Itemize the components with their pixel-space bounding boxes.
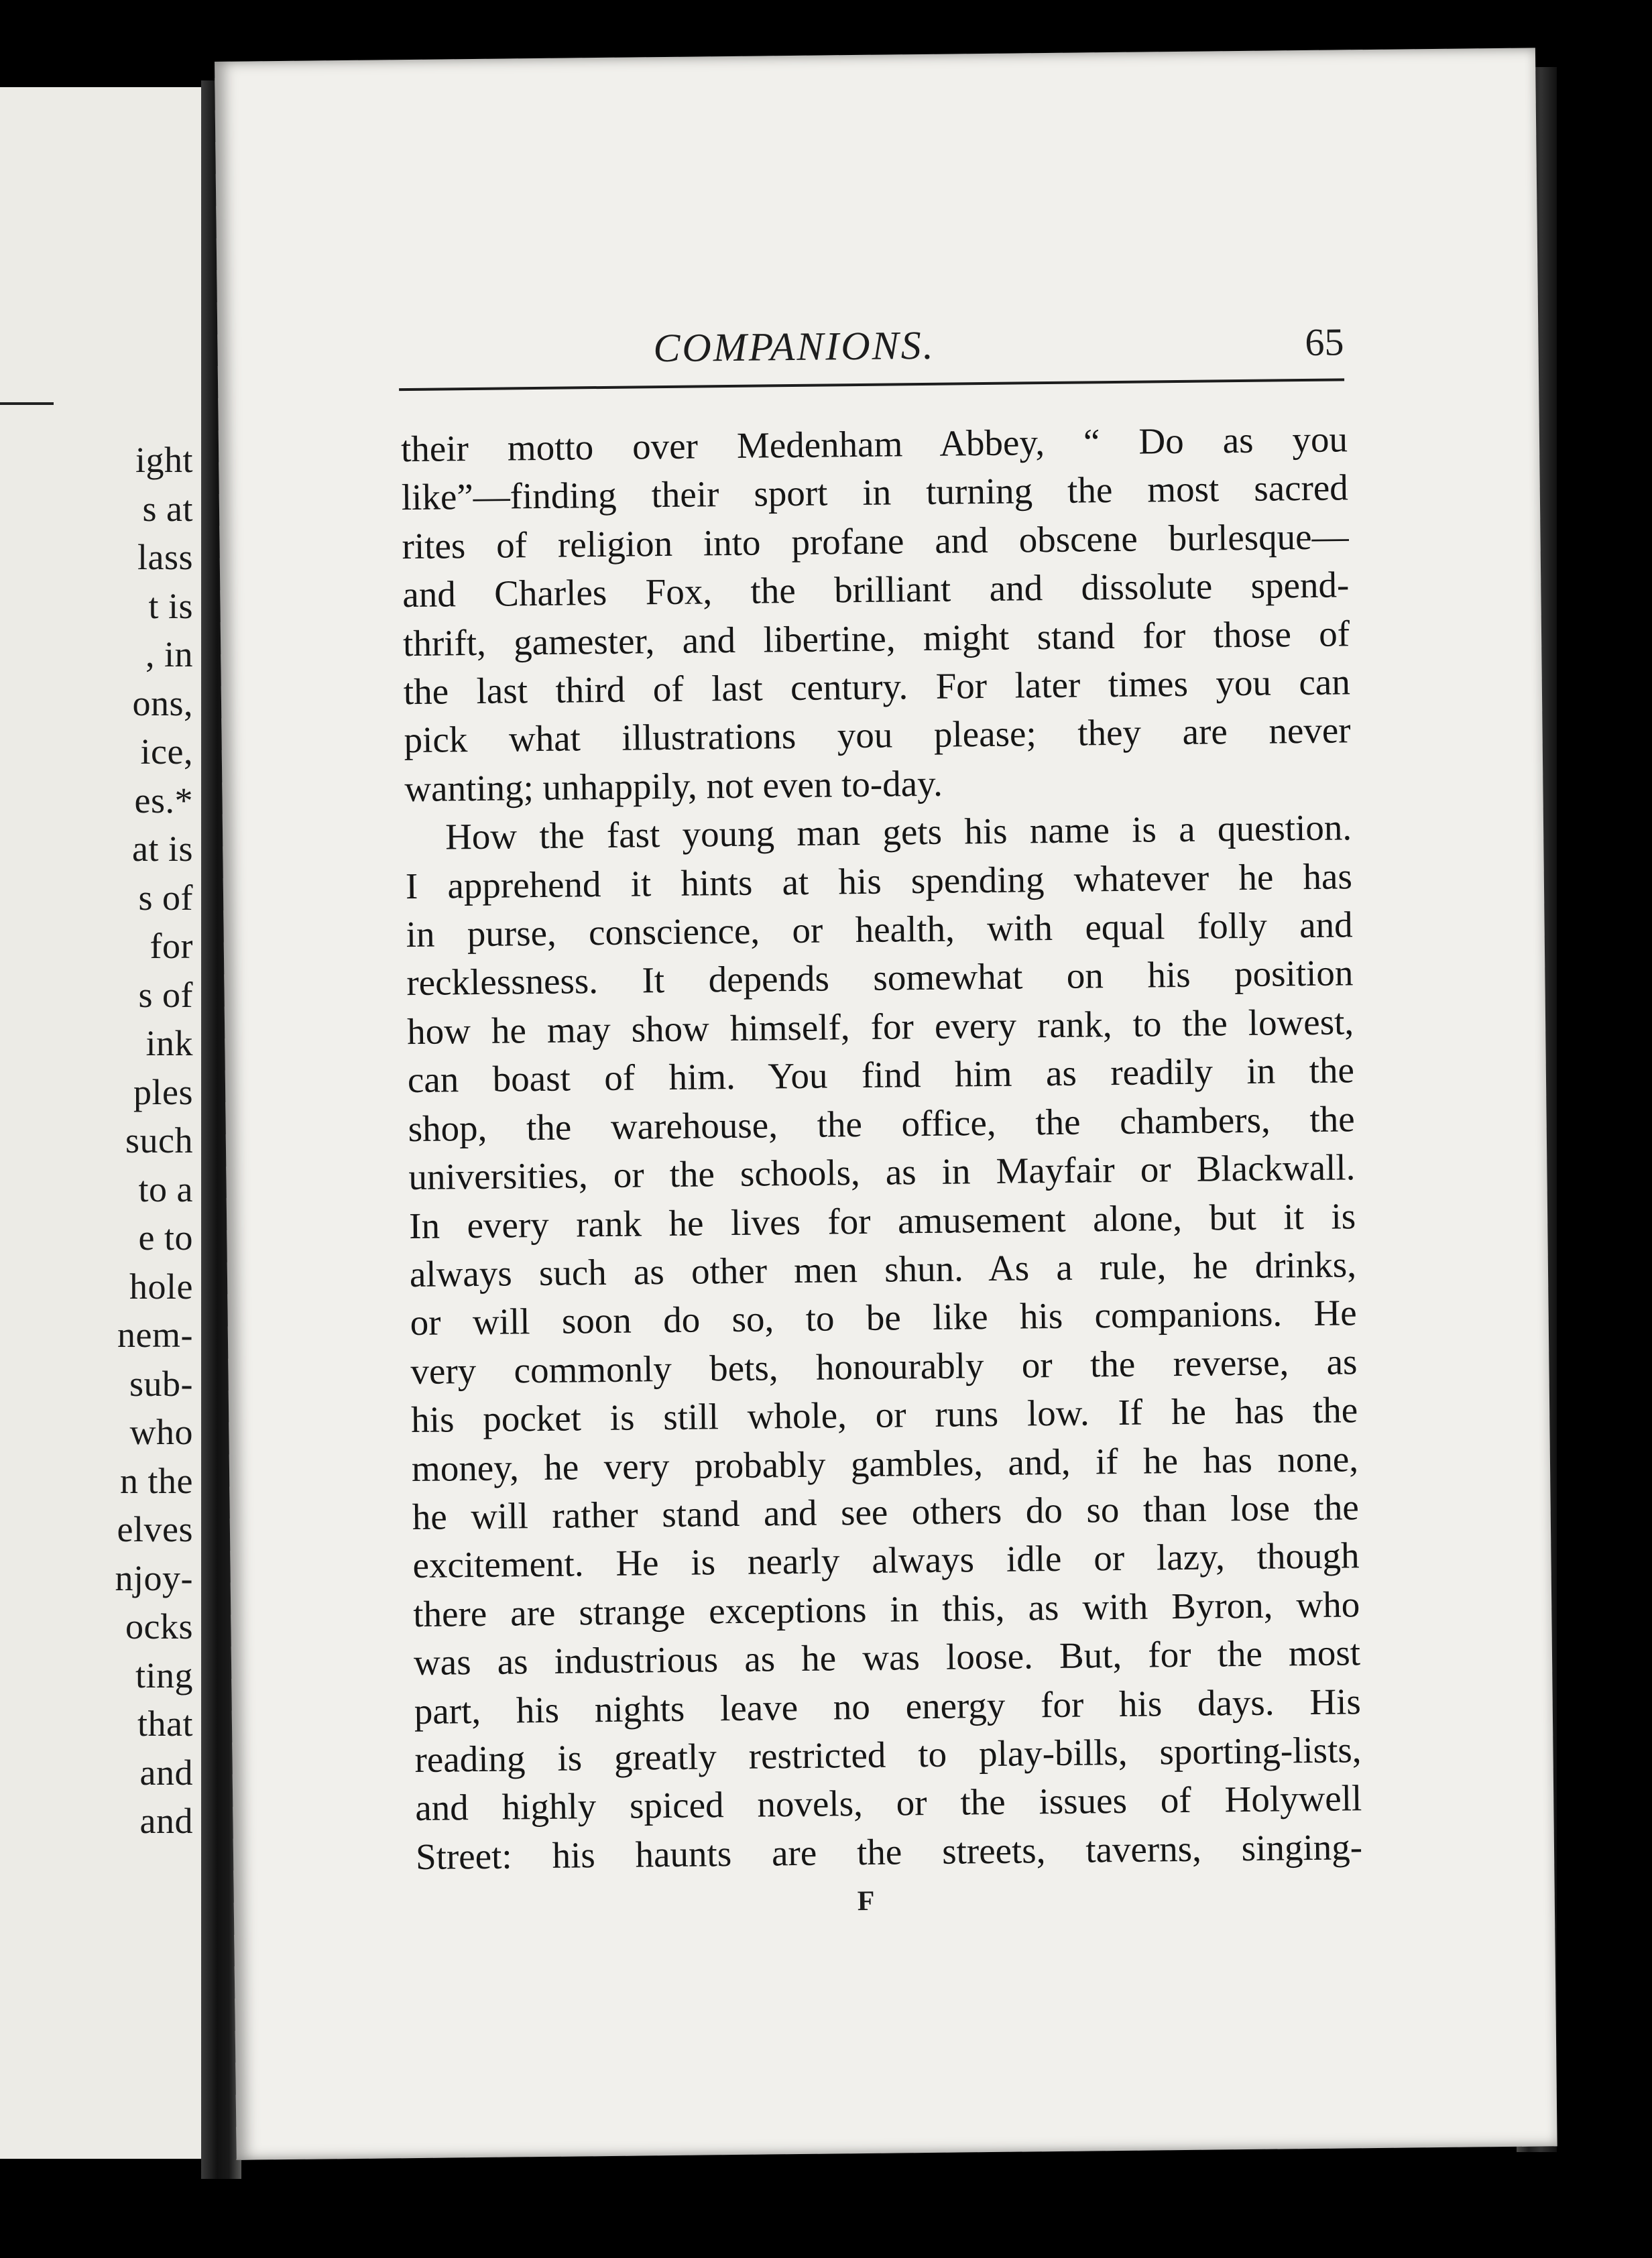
facing-page-line: s of <box>138 877 193 918</box>
facing-page-line: lass <box>137 537 193 577</box>
text-line: and highly spiced novels, or the issues of Holywell <box>414 1777 1362 1829</box>
facing-page-line: ons, <box>132 682 193 723</box>
facing-page-line: s at <box>142 488 193 529</box>
body-text <box>401 415 1363 1881</box>
text-line: How the fast young man gets his name is a question. <box>445 807 1352 857</box>
facing-page-line: and <box>139 1752 193 1793</box>
text-line: he will rather stand and see others do so than lose the <box>412 1486 1359 1537</box>
text-line: always such as other men shun. As a rule, he drinks, <box>409 1244 1357 1295</box>
facing-page-line: ight <box>135 440 193 480</box>
facing-page-line: t is <box>148 585 193 626</box>
text-line: pick what illustrations you please; they are never <box>404 709 1351 761</box>
text-line: universities, or the schools, as in Mayfair or Blackwall. <box>408 1146 1356 1198</box>
header-rule <box>399 378 1344 391</box>
page-number: 65 <box>1305 320 1344 364</box>
facing-page-line: , in <box>145 634 193 674</box>
facing-page-line: es.* <box>134 780 193 821</box>
paragraph <box>405 804 1363 1882</box>
text-line: recklessness. It depends somewhat on his position <box>406 952 1354 1004</box>
text-line: was as industrious as he was loose. But, for the most <box>413 1632 1361 1683</box>
facing-page-line: and <box>139 1801 193 1841</box>
text-line: there are strange exceptions in this, as with Byron, who <box>412 1583 1360 1635</box>
running-title: COMPANIONS. <box>653 322 935 371</box>
text-line: In every rank he lives for amusement alone, but it is <box>408 1195 1356 1246</box>
text-line: very commonly bets, honourably or the reverse, as <box>410 1340 1358 1392</box>
text-line: the last third of last century. For later times you can <box>403 661 1351 713</box>
facing-page-text <box>115 436 194 1846</box>
text-line: and Charles Fox, the brilliant and dissolute spend- <box>402 564 1350 615</box>
facing-page-line: such <box>125 1120 193 1161</box>
facing-page-line: ocks <box>125 1606 193 1647</box>
text-line: I apprehend it hints at his spending whatever he has <box>405 855 1353 906</box>
text-line: shop, the warehouse, the office, the chambers, the <box>408 1097 1355 1149</box>
text-line: his pocket is still whole, or runs low. If he has the <box>410 1389 1358 1441</box>
facing-page-line: ice, <box>140 731 193 772</box>
facing-page-line: ink <box>145 1023 193 1063</box>
facing-page-line: for <box>150 926 193 966</box>
facing-page-line: nem- <box>117 1315 193 1355</box>
facing-page-line: s of <box>138 974 193 1015</box>
facing-page-line: hole <box>129 1266 193 1307</box>
facing-page-line: who <box>129 1412 193 1452</box>
text-line: wanting; unhappily, not even to-day. <box>404 762 943 809</box>
text-line: or will soon do so, to be like his companions. He <box>410 1292 1357 1344</box>
facing-page-rule <box>0 402 54 405</box>
signature-mark: F <box>857 1885 875 1917</box>
text-line: money, he very probably gambles, and, if he has none, <box>411 1437 1359 1489</box>
text-line: part, his nights leave no energy for his days. His <box>414 1680 1362 1732</box>
facing-page-line: at is <box>132 829 193 869</box>
running-head <box>398 318 1344 381</box>
facing-page-line: elves <box>117 1509 193 1549</box>
text-line: thrift, gamester, and libertine, might stand for those of <box>402 612 1350 664</box>
text-line: their motto over Medenham Abbey, “ Do as you <box>400 418 1348 470</box>
text-line: reading is greatly restricted to play-bills, sporting-lists, <box>414 1729 1362 1780</box>
facing-page-line: that <box>137 1704 193 1744</box>
facing-page-line: sub- <box>129 1363 193 1404</box>
facing-page-line: e to <box>138 1217 193 1258</box>
facing-page-line: njoy- <box>115 1557 193 1598</box>
text-line: can boast of him. You find him as readily in the <box>407 1049 1355 1101</box>
text-line: Street: his haunts are the streets, taverns, singing- <box>415 1826 1363 1877</box>
facing-page-line: to a <box>138 1169 193 1209</box>
facing-page-fragment <box>0 87 201 2159</box>
facing-page-line: ting <box>135 1655 193 1696</box>
text-line: excitement. He is nearly always idle or lazy, though <box>412 1535 1360 1586</box>
text-line: like”—finding their sport in turning the most sacred <box>401 467 1349 518</box>
text-line: how he may show himself, for every rank, to the lowest, <box>406 1001 1354 1052</box>
text-line: in purse, conscience, or health, with equal folly and <box>406 904 1353 955</box>
facing-page-line: ples <box>133 1071 193 1112</box>
book-page <box>215 48 1557 2159</box>
text-line: rites of religion into profane and obscene burlesque— <box>402 516 1349 567</box>
paragraph <box>401 415 1352 813</box>
facing-page-line: n the <box>120 1460 193 1501</box>
